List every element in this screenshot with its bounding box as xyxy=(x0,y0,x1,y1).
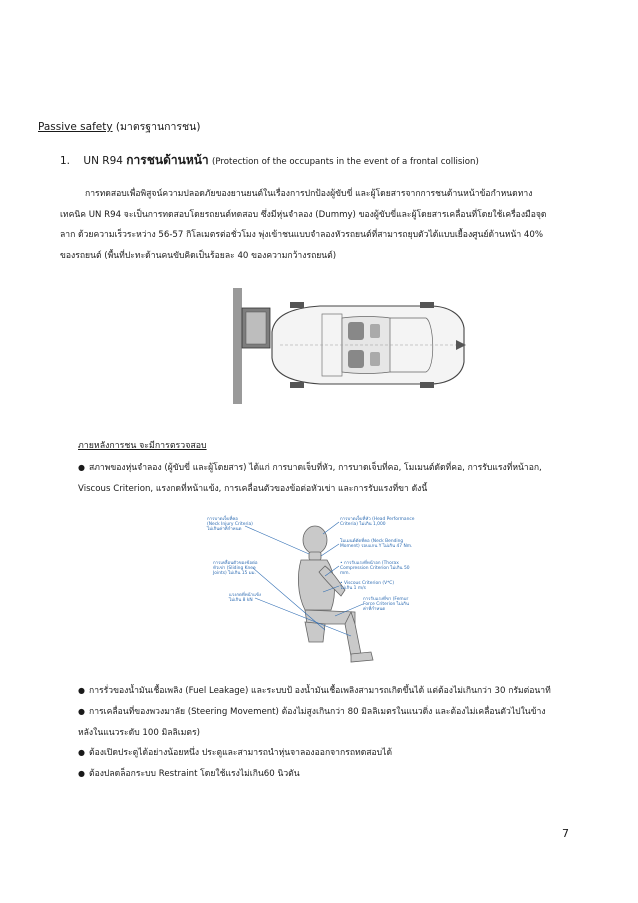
bullet-dot-icon: ● xyxy=(78,706,85,716)
paragraph-line: การทดสอบเพื่อพิสูจน์ความปลอดภัยของยานยนต์ในเรื่องการปกป้องผู้ขับขี่ และผู้โดยสารจากการชนด้านหน้าข้อกำหนดทาง xyxy=(85,189,533,199)
bullet-text: การรั่วของน้ำมันเชื้อเพลิง (Fuel Leakage) และระบบป้ องน้ำมันเชื้อเพลิงสามารถเกิดขึ้นได้ แต่ต้องไม่เกินกว่า 30 กรัมต่อนาที xyxy=(88,686,551,696)
label-bending: โมเมนต์ดัดที่คอ (Neck Bending Moment) รอบแกน Y ไม่เกิน 47 Nm. xyxy=(340,539,413,549)
heading-english: (Protection of the occupants in the event of a frontal collision) xyxy=(212,157,479,167)
bullet-line xyxy=(78,681,598,702)
after-crash-title: ภายหลังการชน จะมีการตรวจสอบ xyxy=(78,441,207,451)
bullet-text: ต้องปลดล็อกระบบ Restraint โดยใช้แรงไม่เกิน60 นิวตัน xyxy=(88,769,300,780)
bullet-line: หลังในแนวระดับ 100 มิลลิเมตร) xyxy=(78,727,200,738)
bullet-dot-icon: ● xyxy=(78,463,85,472)
bullet-text: การเคลื่อนที่ของพวงมาลัย (Steering Movement) ต้องไม่สูงเกินกว่า 80 มิลลิเมตรในแนวดิ่ง และต้องไม่เคลื่อนตัวไปในข้าง xyxy=(88,706,546,717)
heading-r94 xyxy=(60,151,479,170)
criteria-bullets xyxy=(78,681,598,785)
crash-test-diagram xyxy=(230,288,470,404)
barrier-wall xyxy=(233,288,242,404)
label-knee: การเคลื่อนตัวของข้อต่อหัวเข่า (Sliding Knee Joints) ไม่เกิน 15 มม. xyxy=(213,561,258,576)
bullet-line xyxy=(78,764,598,785)
bullet-text: ต้องเปิดประตูได้อย่างน้อยหนึ่ง ประตูและสามารถนำหุ่นจาลองออกจากรถทดสอบได้ xyxy=(88,748,393,759)
paragraph-line: เทคนิค UN R94 จะเป็นการทดสอบโดยรถยนต์ทดสอบ ซึ่งมีหุ่นจำลอง (Dummy) ของผู้ขับขี่และผู้โดยสารเคลื่อนที่โดยใช้เครื่องมือจุด xyxy=(60,209,547,220)
paragraph-line: ของรถยนต์ (พื้นที่ปะทะด้านคนขับคิดเป็นร้อยละ 40 ของความกว้างรถยนต์) xyxy=(60,250,337,261)
intro-paragraph xyxy=(60,184,598,266)
label-femur: การรับแรงที่ขา (Femur Force Criterion ไม่เกินค่าที่กำหนด xyxy=(363,597,409,612)
after-crash-bullet xyxy=(78,458,598,499)
bullet-line xyxy=(78,702,598,723)
car-topview xyxy=(272,302,464,388)
paragraph-line: ลาก ด้วยความเร็วระหว่าง 56-57 กิโลเมตรต่อชั่วโมง พุ่งเข้าชนแบบจำลองหัวรถยนต์ที่สามารถยุบตัวได้แบบเยื้องศูนย์ด้านหน้า 40% xyxy=(60,230,543,240)
dummy-criteria-diagram xyxy=(205,512,445,672)
section-title-th: (มาตรฐานการชน) xyxy=(115,121,201,133)
bullet-dot-icon: ● xyxy=(78,769,85,779)
heading-thai: การชนด้านหน้า xyxy=(126,153,209,167)
bullet-line xyxy=(78,458,598,479)
bullet-line: Viscous Criterion, แรงกดที่หน้าแข้ง, การเคลื่อนตัวของข้อต่อหัวเข่า และการรับแรงที่ขา ดังนี้ xyxy=(78,483,428,494)
bullet-dot-icon: ● xyxy=(78,686,85,695)
section-title-en: Passive safety xyxy=(38,121,113,133)
label-thorax: • การรับแรงที่หน้าอก (Thorax Compression Criterion ไม่เกิน 50 mm. xyxy=(340,561,410,576)
label-head: การบาดเจ็บที่หัว (Head Performance Criteria) ไม่เกิน 1,000 xyxy=(340,517,415,527)
bullet-line xyxy=(78,743,598,764)
label-neck: การบาดเจ็บที่คอ(Neck Injury Criteria)ไม่เกินค่าที่กำหนด xyxy=(207,517,253,532)
heading-code: UN R94 xyxy=(83,155,123,167)
label-viscous: • Viscous Criterion (V*C)ไม่เกิน 1 m/s xyxy=(340,581,395,591)
heading-number: 1. xyxy=(60,155,71,167)
section-title xyxy=(38,118,200,135)
bullet-text: สภาพของหุ่นจำลอง (ผู้ขับขี่ และผู้โดยสาร) ได้แก่ การบาดเจ็บที่หัว, การบาดเจ็บที่คอ, โมเมนต์ดัดที่คอ, การรับแรงที่หน้าอก, xyxy=(88,463,542,473)
barrier-face xyxy=(246,312,266,344)
page-number: 7 xyxy=(562,827,569,840)
label-tibia: แรงกดที่หน้าแข้งไม่เกิน 8 kN xyxy=(229,593,262,603)
bullet-dot-icon: ● xyxy=(78,748,85,758)
